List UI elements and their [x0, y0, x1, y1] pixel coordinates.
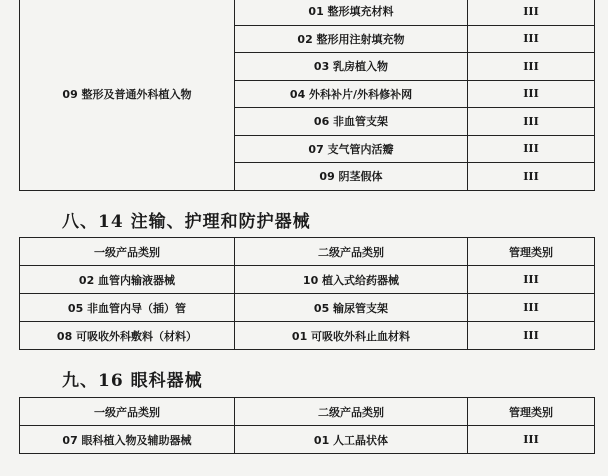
table-cell-class: III	[468, 80, 595, 108]
table-row	[20, 294, 595, 322]
table-cell-class: III	[468, 163, 595, 191]
table-cell-level2: 05 输尿管支架	[235, 294, 468, 322]
table-row	[20, 426, 595, 454]
table-cell-level2: 09 阴茎假体	[235, 163, 468, 191]
table-cell-level1: 05 非血管内导（插）管	[20, 294, 235, 322]
table-cell-level2: 02 整形用注射填充物	[235, 25, 468, 53]
table-cell-level2: 06 非血管支架	[235, 108, 468, 136]
table-header-row	[20, 398, 595, 426]
table-cell-class: III	[468, 25, 595, 53]
section-title-ophthalmic: 九、16 眼科器械	[62, 371, 203, 391]
section-title-infusion: 八、14 注输、护理和防护器械	[62, 212, 311, 232]
table-cell-level1: 09 整形及普通外科植入物	[20, 0, 235, 190]
table-cell-level1: 08 可吸收外科敷料（材料）	[20, 322, 235, 350]
table-cell-level2: 04 外科补片/外科修补网	[235, 80, 468, 108]
table-cell-level2: 01 人工晶状体	[235, 426, 468, 454]
table-cell-class: III	[468, 135, 595, 163]
table-row	[20, 0, 595, 25]
header-level1: 一级产品类别	[20, 398, 235, 426]
table-cell-class: III	[468, 108, 595, 136]
header-level1: 一级产品类别	[20, 238, 235, 266]
table-plastic-surgery-implants	[19, 0, 595, 191]
table-row	[20, 266, 595, 294]
table-row	[20, 322, 595, 350]
header-level2: 二级产品类别	[235, 398, 468, 426]
table-ophthalmic-devices	[19, 397, 595, 454]
table-cell-class: III	[468, 266, 595, 294]
header-class: 管理类别	[468, 238, 595, 266]
table-cell-level2: 03 乳房植入物	[235, 53, 468, 81]
table-cell-level1: 02 血管内输液器械	[20, 266, 235, 294]
table-cell-level1: 07 眼科植入物及辅助器械	[20, 426, 235, 454]
header-level2: 二级产品类别	[235, 238, 468, 266]
table-cell-level2: 10 植入式给药器械	[235, 266, 468, 294]
table-header-row	[20, 238, 595, 266]
header-class: 管理类别	[468, 398, 595, 426]
table-cell-class: III	[468, 53, 595, 81]
table-infusion-devices	[19, 237, 595, 350]
table-cell-level2: 01 整形填充材料	[235, 0, 468, 25]
table-cell-class: III	[468, 294, 595, 322]
table-cell-class: III	[468, 0, 595, 25]
table-cell-level2: 07 支气管内活瓣	[235, 135, 468, 163]
table-cell-class: III	[468, 322, 595, 350]
table-cell-class: III	[468, 426, 595, 454]
table-cell-level2: 01 可吸收外科止血材料	[235, 322, 468, 350]
